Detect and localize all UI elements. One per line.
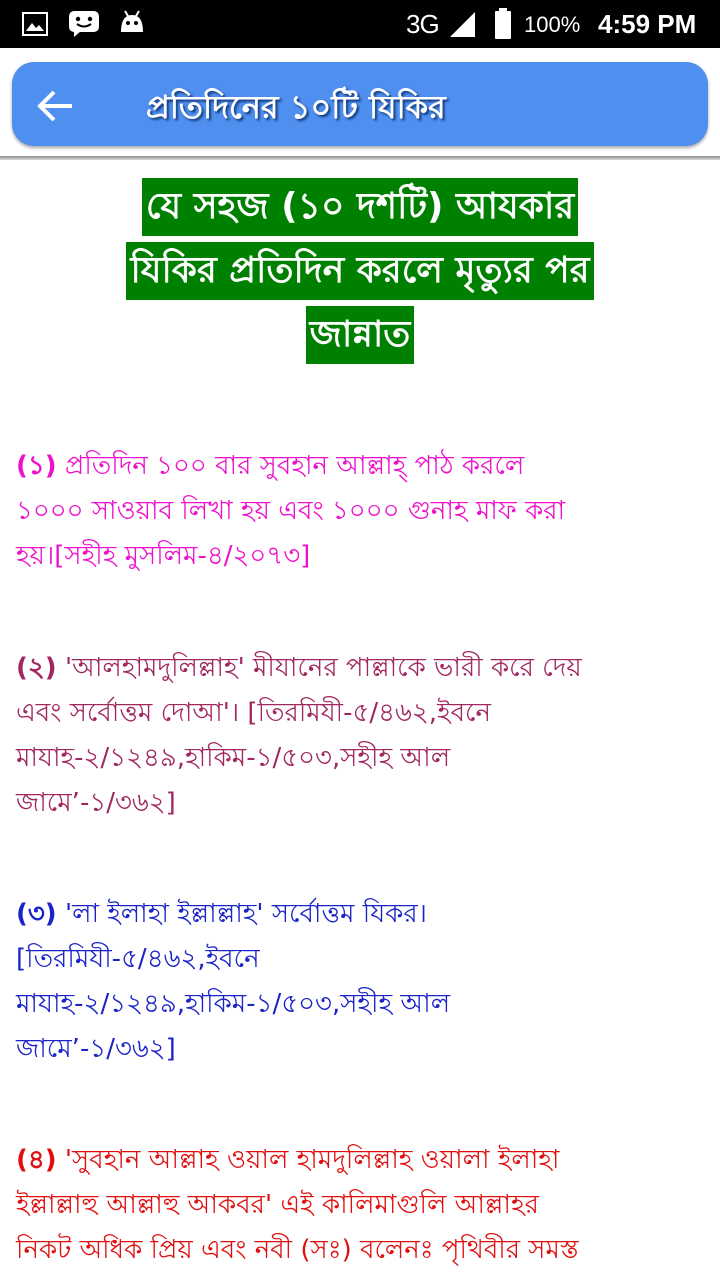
headline-line <box>0 178 720 236</box>
item-number: (৪) <box>16 1145 57 1175</box>
item-text: মাযাহ-২/১২৪৯,হাকিম-১/৫০৩,সহীহ আল <box>16 743 451 773</box>
page-title: প্রতিদিনের ১০টি যিকির <box>146 88 446 126</box>
item-text: মাযাহ-২/১২৪৯,হাকিম-১/৫০৩,সহীহ আল <box>16 989 451 1019</box>
battery-icon <box>494 8 512 44</box>
zikir-item-1 <box>16 444 706 579</box>
item-text: 'সুবহান আল্লাহ ওয়াল হামদুলিল্লাহ ওয়ালা ইলাহা <box>64 1145 560 1175</box>
android-icon <box>118 8 146 40</box>
item-text: ১০০০ সাওয়াব লিখা হয় এবং ১০০০ গুনাহ মাফ করা <box>16 496 566 526</box>
signal-icon <box>448 10 476 42</box>
item-number: (৩) <box>16 899 57 929</box>
back-button[interactable] <box>34 84 78 128</box>
headline-line <box>0 306 720 364</box>
zikir-item-3 <box>16 892 706 1072</box>
item-text: জামে’-১/৩৬২] <box>16 788 176 818</box>
clock: 4:59 PM <box>598 9 697 39</box>
zikir-item-2 <box>16 646 706 826</box>
item-line <box>16 892 706 937</box>
item-text: জামে’-১/৩৬২] <box>16 1034 176 1064</box>
app-bar <box>12 62 708 146</box>
item-text: এবং সর্বোত্তম দোআ'। [তিরমিযী-৫/৪৬২,ইবনে <box>16 698 492 728</box>
item-text: ইল্লাল্লাহু আল্লাহু আকবর' এই কালিমাগুলি আল্লাহর <box>16 1190 539 1220</box>
item-line <box>16 444 706 489</box>
item-number: (২) <box>16 653 57 683</box>
app-bar-container <box>0 48 720 160</box>
headline-text: জান্নাত <box>306 306 415 364</box>
item-text: 'আলহামদুলিল্লাহ' মীযানের পাল্লাকে ভারী করে দেয় <box>64 653 582 683</box>
item-line <box>16 646 706 691</box>
gallery-icon <box>22 12 48 40</box>
messenger-icon <box>68 10 100 42</box>
zikir-item-4 <box>16 1138 706 1273</box>
item-number: (১) <box>16 451 57 481</box>
headline-text: যে সহজ (১০ দশটি) আযকার <box>142 178 578 236</box>
item-text: প্রতিদিন ১০০ বার সুবহান আল্লাহ্ পাঠ করলে <box>64 451 525 481</box>
item-line <box>16 1138 706 1183</box>
item-text: 'লা ইলাহা ইল্লাল্লাহ' সর্বোত্তম যিকর। <box>64 899 427 929</box>
battery-percent: 100% <box>524 12 581 37</box>
article-content[interactable] <box>0 160 720 1280</box>
item-text: [তিরমিযী-৫/৪৬২,ইবনে <box>16 944 260 974</box>
headline-text: যিকির প্রতিদিন করলে মৃত্যুর পর <box>126 242 593 300</box>
network-type: 3G <box>406 9 439 39</box>
status-bar <box>0 0 720 48</box>
arrow-back-icon <box>34 113 78 132</box>
item-text: নিকট অধিক প্রিয় এবং নবী (সঃ) বলেনঃ পৃথিবীর সমস্ত <box>16 1235 579 1265</box>
headline-line <box>0 242 720 300</box>
item-text: হয়।[সহীহ মুসলিম-৪/২০৭৩] <box>16 541 311 571</box>
